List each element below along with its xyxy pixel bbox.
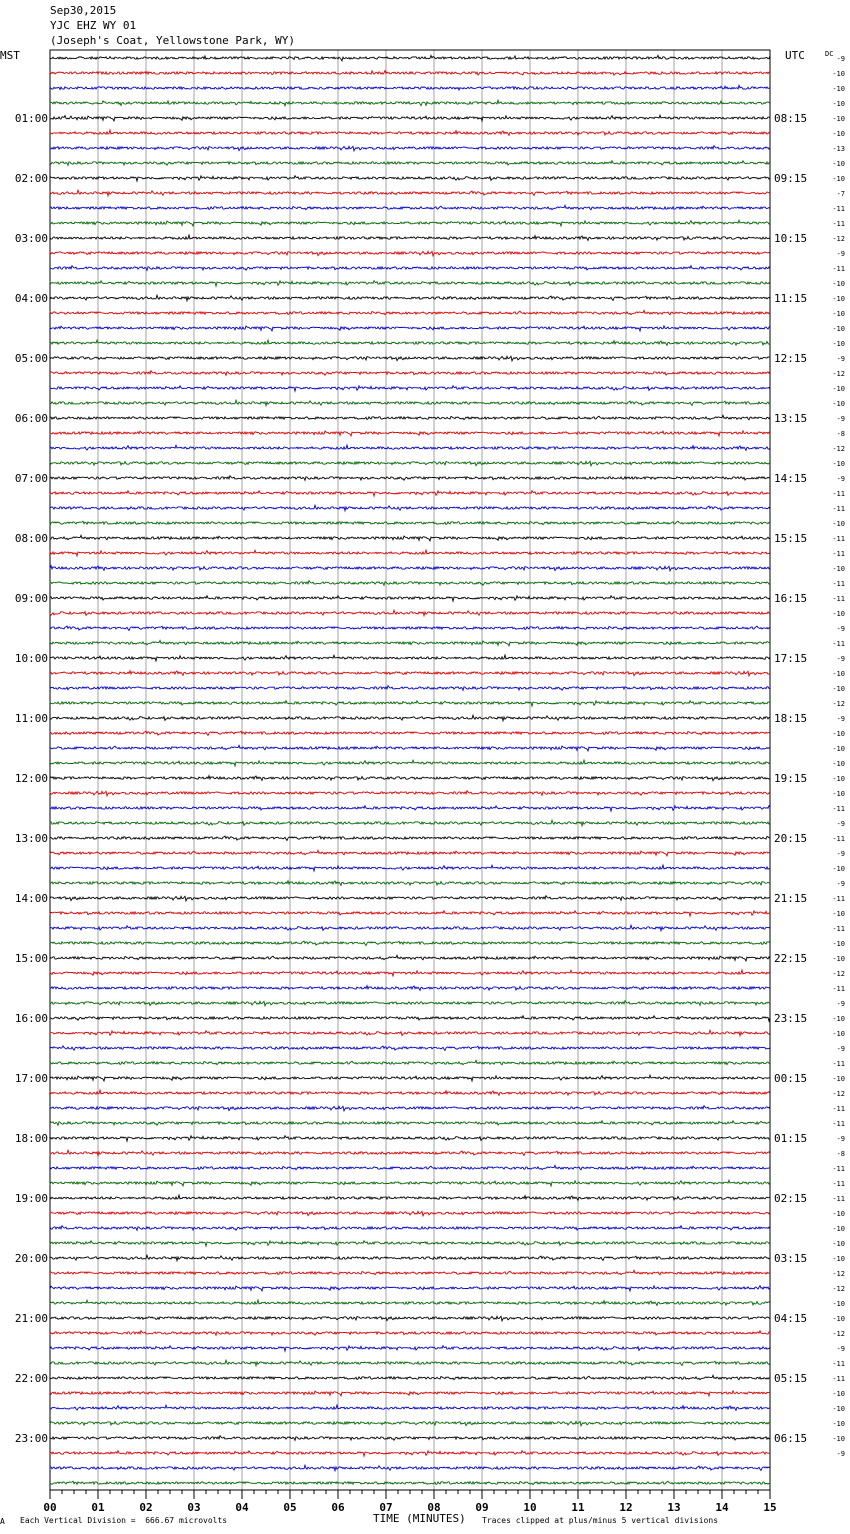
dc-offset-label: -10 xyxy=(832,1210,845,1218)
left-time-label: 12:00 xyxy=(14,772,48,785)
right-time-label: 18:15 xyxy=(774,712,808,725)
x-tick-label: 07 xyxy=(379,1501,393,1514)
dc-offset-label: -10 xyxy=(832,745,845,753)
dc-offset-label: -11 xyxy=(832,985,845,993)
dc-offset-label: -10 xyxy=(832,100,845,108)
left-time-label: 07:00 xyxy=(14,472,48,485)
right-time-label: 15:15 xyxy=(774,532,808,545)
trace-3 xyxy=(50,100,770,106)
right-time-label: 08:15 xyxy=(774,112,808,125)
dc-offset-label: -10 xyxy=(832,400,845,408)
right-time-label: 19:15 xyxy=(774,772,808,785)
dc-offset-label: -8 xyxy=(836,1150,845,1158)
left-timezone-label: MST xyxy=(0,49,20,62)
dc-offset-label: -10 xyxy=(832,520,845,528)
trace-46 xyxy=(50,745,770,751)
dc-offset-label: -10 xyxy=(832,1240,845,1248)
dc-offset-label: -10 xyxy=(832,670,845,678)
right-time-label: 06:15 xyxy=(774,1432,808,1445)
trace-29 xyxy=(50,491,770,496)
trace-44 xyxy=(50,715,770,721)
chart-date: Sep30,2015 xyxy=(50,4,117,17)
trace-16 xyxy=(50,295,770,301)
trace-28 xyxy=(50,476,770,481)
trace-31 xyxy=(50,521,770,525)
trace-18 xyxy=(50,326,770,331)
trace-86 xyxy=(50,1346,770,1351)
dc-offset-label: -9 xyxy=(836,415,845,423)
dc-offset-label: -12 xyxy=(832,970,845,978)
dc-offset-label: -10 xyxy=(832,70,845,78)
dc-offset-label: -10 xyxy=(832,565,845,573)
dc-offset-label: -9 xyxy=(836,1045,845,1053)
dc-offset-label: -9 xyxy=(836,625,845,633)
left-time-label: 19:00 xyxy=(14,1192,48,1205)
dc-offset-label: -9 xyxy=(836,715,845,723)
trace-84 xyxy=(50,1316,770,1321)
left-time-label: 03:00 xyxy=(14,232,48,245)
dc-offset-label: -9 xyxy=(836,850,845,858)
dc-offset-label: -10 xyxy=(832,730,845,738)
trace-13 xyxy=(50,251,770,256)
dc-offset-label: -11 xyxy=(832,1375,845,1383)
dc-offset-label: -10 xyxy=(832,1435,845,1443)
footer-scale: Each Vertical Division = 666.67 microvolts xyxy=(20,1516,228,1525)
dc-offset-label: -10 xyxy=(832,310,845,318)
trace-54 xyxy=(50,865,770,871)
dc-offset-label: -11 xyxy=(832,490,845,498)
right-time-label: 09:15 xyxy=(774,172,808,185)
dc-offset-label: -10 xyxy=(832,685,845,693)
trace-62 xyxy=(50,986,770,991)
trace-88 xyxy=(50,1375,770,1379)
chart-location: (Joseph's Coat, Yellowstone Park, WY) xyxy=(50,34,296,47)
left-time-label: 06:00 xyxy=(14,412,48,425)
x-tick-label: 14 xyxy=(715,1501,729,1514)
right-time-label: 04:15 xyxy=(774,1312,808,1325)
right-time-label: 01:15 xyxy=(774,1132,808,1145)
dc-offset-label: -12 xyxy=(832,1285,845,1293)
dc-offset-label: -10 xyxy=(832,115,845,123)
dc-offset-label: -10 xyxy=(832,1225,845,1233)
trace-58 xyxy=(50,925,770,931)
footer-clip: Traces clipped at plus/minus 5 vertical divisions xyxy=(482,1516,719,1525)
trace-35 xyxy=(50,581,770,586)
trace-7 xyxy=(50,161,770,166)
dc-offset-label: -11 xyxy=(832,220,845,228)
dc-offset-label: -10 xyxy=(832,775,845,783)
dc-offset-label: -11 xyxy=(832,835,845,843)
dc-offset-label: -10 xyxy=(832,460,845,468)
right-time-label: 12:15 xyxy=(774,352,808,365)
dc-offset-label: -10 xyxy=(832,175,845,183)
trace-93 xyxy=(50,1451,770,1456)
trace-71 xyxy=(50,1121,770,1126)
right-time-label: 00:15 xyxy=(774,1072,808,1085)
chart-station: YJC EHZ WY 01 xyxy=(50,19,137,32)
trace-51 xyxy=(50,820,770,826)
right-time-label: 22:15 xyxy=(774,952,808,965)
trace-20 xyxy=(50,356,770,361)
trace-70 xyxy=(50,1106,770,1111)
trace-90 xyxy=(50,1405,770,1410)
dc-offset-label: -10 xyxy=(832,385,845,393)
x-tick-label: 02 xyxy=(139,1501,153,1514)
trace-80 xyxy=(50,1255,770,1261)
trace-39 xyxy=(50,640,770,646)
x-tick-label: 06 xyxy=(331,1501,345,1514)
trace-89 xyxy=(50,1391,770,1396)
trace-53 xyxy=(50,850,770,856)
trace-94 xyxy=(50,1465,770,1471)
left-time-label: 22:00 xyxy=(14,1372,48,1385)
dc-offset-label: -11 xyxy=(832,1195,845,1203)
right-time-label: 16:15 xyxy=(774,592,808,605)
right-time-label: 17:15 xyxy=(774,652,808,665)
trace-69 xyxy=(50,1090,770,1095)
dc-offset-label: -11 xyxy=(832,925,845,933)
trace-27 xyxy=(50,461,770,466)
trace-17 xyxy=(50,310,770,314)
trace-91 xyxy=(50,1421,770,1426)
left-time-label: 18:00 xyxy=(14,1132,48,1145)
dc-offset-label: -9 xyxy=(836,1000,845,1008)
plot-frame xyxy=(50,50,770,1490)
dc-offset-label: -11 xyxy=(832,1360,845,1368)
footer-mark: A xyxy=(0,1517,5,1526)
left-time-label: 21:00 xyxy=(14,1312,48,1325)
trace-61 xyxy=(50,970,770,976)
dc-offset-label: -10 xyxy=(832,325,845,333)
x-tick-label: 11 xyxy=(571,1501,585,1514)
x-tick-label: 10 xyxy=(523,1501,537,1514)
trace-45 xyxy=(50,731,770,735)
dc-offset-label: -10 xyxy=(832,790,845,798)
right-time-label: 11:15 xyxy=(774,292,808,305)
dc-offset-label: -9 xyxy=(836,655,845,663)
trace-42 xyxy=(50,686,770,691)
dc-offset-label: -7 xyxy=(836,190,845,198)
dc-offset-label: -11 xyxy=(832,1060,845,1068)
trace-82 xyxy=(50,1286,770,1291)
trace-83 xyxy=(50,1300,770,1305)
dc-offset-label: -10 xyxy=(832,910,845,918)
trace-30 xyxy=(50,505,770,511)
dc-offset-label: -10 xyxy=(832,955,845,963)
dc-offset-label: -11 xyxy=(832,895,845,903)
dc-offset-label: -12 xyxy=(832,700,845,708)
trace-63 xyxy=(50,1001,770,1006)
dc-offset-label: -9 xyxy=(836,355,845,363)
dc-offset-label: -10 xyxy=(832,280,845,288)
dc-offset-label: -9 xyxy=(836,1345,845,1353)
trace-2 xyxy=(50,85,770,90)
dc-offset-label: -10 xyxy=(832,1075,845,1083)
dc-offset-label: -10 xyxy=(832,295,845,303)
trace-68 xyxy=(50,1075,770,1081)
dc-offset-label: -11 xyxy=(832,595,845,603)
trace-59 xyxy=(50,941,770,945)
trace-37 xyxy=(50,610,770,616)
trace-6 xyxy=(50,146,770,151)
left-time-label: 16:00 xyxy=(14,1012,48,1025)
dc-offset-label: -11 xyxy=(832,1120,845,1128)
right-time-label: 02:15 xyxy=(774,1192,808,1205)
left-time-label: 13:00 xyxy=(14,832,48,845)
dc-offset-label: -12 xyxy=(832,235,845,243)
dc-offset-label: -10 xyxy=(832,130,845,138)
trace-10 xyxy=(50,205,770,209)
dc-offset-label: -11 xyxy=(832,580,845,588)
trace-5 xyxy=(50,130,770,135)
trace-65 xyxy=(50,1030,770,1036)
dc-offset-label: -11 xyxy=(832,1165,845,1173)
right-time-label: 13:15 xyxy=(774,412,808,425)
left-time-label: 20:00 xyxy=(14,1252,48,1265)
right-time-label: 03:15 xyxy=(774,1252,808,1265)
right-time-label: 21:15 xyxy=(774,892,808,905)
dc-offset-label: -9 xyxy=(836,250,845,258)
left-time-label: 14:00 xyxy=(14,892,48,905)
trace-60 xyxy=(50,955,770,961)
right-timezone-label: UTC xyxy=(785,49,805,62)
dc-header-label: DC xyxy=(825,50,834,58)
left-time-label: 11:00 xyxy=(14,712,48,725)
trace-4 xyxy=(50,115,770,121)
dc-offset-label: -9 xyxy=(836,55,845,63)
left-time-label: 09:00 xyxy=(14,592,48,605)
trace-21 xyxy=(50,371,770,376)
trace-14 xyxy=(50,266,770,271)
dc-offset-label: -10 xyxy=(832,1255,845,1263)
trace-85 xyxy=(50,1331,770,1336)
trace-34 xyxy=(50,566,770,571)
trace-95 xyxy=(50,1481,770,1485)
trace-76 xyxy=(50,1195,770,1200)
dc-offset-label: -9 xyxy=(836,1450,845,1458)
dc-offset-label: -12 xyxy=(832,445,845,453)
trace-75 xyxy=(50,1180,770,1186)
dc-offset-label: -10 xyxy=(832,865,845,873)
trace-52 xyxy=(50,836,770,840)
dc-offset-label: -12 xyxy=(832,370,845,378)
dc-offset-label: -11 xyxy=(832,535,845,543)
trace-77 xyxy=(50,1211,770,1216)
trace-49 xyxy=(50,791,770,796)
trace-47 xyxy=(50,760,770,766)
trace-79 xyxy=(50,1241,770,1246)
left-time-label: 08:00 xyxy=(14,532,48,545)
trace-43 xyxy=(50,701,770,706)
right-time-label: 20:15 xyxy=(774,832,808,845)
dc-offset-label: -10 xyxy=(832,1015,845,1023)
left-time-label: 23:00 xyxy=(14,1432,48,1445)
trace-26 xyxy=(50,445,770,450)
x-tick-label: 03 xyxy=(187,1501,201,1514)
dc-offset-label: -11 xyxy=(832,1180,845,1188)
left-time-label: 17:00 xyxy=(14,1072,48,1085)
trace-48 xyxy=(50,776,770,781)
trace-1 xyxy=(50,71,770,76)
dc-offset-label: -10 xyxy=(832,1315,845,1323)
trace-23 xyxy=(50,400,770,406)
x-tick-label: 05 xyxy=(283,1501,297,1514)
dc-offset-label: -10 xyxy=(832,1030,845,1038)
dc-offset-label: -10 xyxy=(832,85,845,93)
dc-offset-label: -12 xyxy=(832,1270,845,1278)
dc-offset-label: -10 xyxy=(832,1405,845,1413)
dc-offset-label: -13 xyxy=(832,145,845,153)
trace-81 xyxy=(50,1270,770,1274)
x-tick-label: 01 xyxy=(91,1501,105,1514)
trace-12 xyxy=(50,235,770,240)
x-tick-label: 13 xyxy=(667,1501,681,1514)
x-tick-label: 09 xyxy=(475,1501,489,1514)
dc-offset-label: -10 xyxy=(832,610,845,618)
dc-offset-label: -11 xyxy=(832,640,845,648)
dc-offset-label: -11 xyxy=(832,1105,845,1113)
trace-15 xyxy=(50,281,770,286)
trace-9 xyxy=(50,190,770,196)
dc-offset-label: -10 xyxy=(832,760,845,768)
trace-36 xyxy=(50,596,770,601)
left-time-label: 04:00 xyxy=(14,292,48,305)
left-time-label: 15:00 xyxy=(14,952,48,965)
trace-41 xyxy=(50,671,770,676)
dc-offset-label: -10 xyxy=(832,1390,845,1398)
dc-offset-label: -11 xyxy=(832,265,845,273)
trace-50 xyxy=(50,806,770,811)
trace-64 xyxy=(50,1016,770,1021)
dc-offset-label: -11 xyxy=(832,805,845,813)
trace-56 xyxy=(50,896,770,901)
x-tick-label: 12 xyxy=(619,1501,633,1514)
trace-8 xyxy=(50,176,770,181)
x-tick-label: 00 xyxy=(43,1501,57,1514)
left-time-label: 02:00 xyxy=(14,172,48,185)
trace-24 xyxy=(50,415,770,419)
trace-67 xyxy=(50,1060,770,1064)
x-tick-label: 04 xyxy=(235,1501,249,1514)
trace-92 xyxy=(50,1436,770,1441)
dc-offset-label: -11 xyxy=(832,205,845,213)
dc-offset-label: -10 xyxy=(832,340,845,348)
trace-72 xyxy=(50,1136,770,1141)
trace-74 xyxy=(50,1165,770,1169)
right-time-label: 14:15 xyxy=(774,472,808,485)
dc-offset-label: -10 xyxy=(832,1420,845,1428)
trace-22 xyxy=(50,386,770,391)
trace-78 xyxy=(50,1226,770,1231)
dc-offset-label: -9 xyxy=(836,880,845,888)
dc-offset-label: -12 xyxy=(832,1090,845,1098)
dc-offset-label: -10 xyxy=(832,1300,845,1308)
trace-55 xyxy=(50,881,770,886)
trace-33 xyxy=(50,550,770,556)
left-time-label: 01:00 xyxy=(14,112,48,125)
trace-19 xyxy=(50,340,770,345)
right-time-label: 10:15 xyxy=(774,232,808,245)
right-time-label: 23:15 xyxy=(774,1012,808,1025)
dc-offset-label: -9 xyxy=(836,820,845,828)
dc-offset-label: -8 xyxy=(836,430,845,438)
left-time-label: 10:00 xyxy=(14,652,48,665)
dc-offset-label: -12 xyxy=(832,1330,845,1338)
trace-32 xyxy=(50,535,770,541)
dc-offset-label: -10 xyxy=(832,940,845,948)
dc-offset-label: -10 xyxy=(832,160,845,168)
right-time-label: 05:15 xyxy=(774,1372,808,1385)
dc-offset-label: -11 xyxy=(832,550,845,558)
x-axis-title: TIME (MINUTES) xyxy=(373,1512,466,1525)
trace-11 xyxy=(50,220,770,226)
trace-0 xyxy=(50,55,770,61)
x-tick-label: 08 xyxy=(427,1501,441,1514)
trace-40 xyxy=(50,655,770,661)
left-time-label: 05:00 xyxy=(14,352,48,365)
x-tick-label: 15 xyxy=(763,1501,777,1514)
trace-25 xyxy=(50,431,770,436)
dc-offset-label: -11 xyxy=(832,505,845,513)
trace-57 xyxy=(50,911,770,916)
trace-73 xyxy=(50,1150,770,1156)
dc-offset-label: -9 xyxy=(836,475,845,483)
trace-87 xyxy=(50,1360,770,1366)
dc-offset-label: -9 xyxy=(836,1135,845,1143)
trace-38 xyxy=(50,626,770,630)
trace-66 xyxy=(50,1046,770,1051)
